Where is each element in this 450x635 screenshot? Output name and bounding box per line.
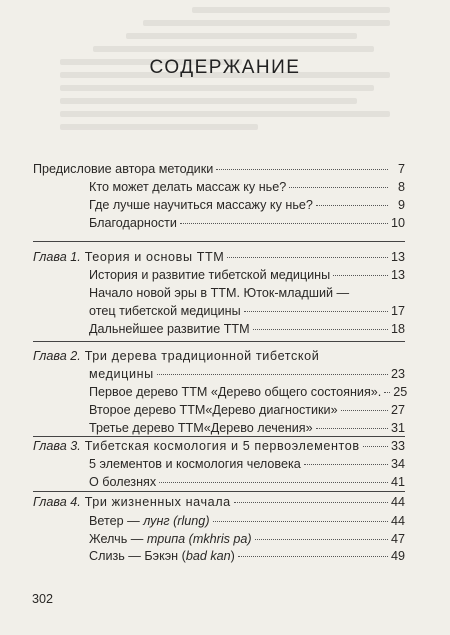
section-divider (33, 241, 405, 242)
toc-entry (89, 197, 405, 213)
chapter-label: Глава 1. (33, 250, 81, 264)
toc-entry (89, 384, 408, 400)
toc-entry-title: Где лучше научиться массажу ку нье? (89, 198, 313, 212)
toc-page: 49 (390, 549, 405, 563)
toc-page: 44 (390, 514, 405, 528)
toc-entry (89, 215, 405, 231)
dot-leader (384, 392, 390, 393)
dot-leader (304, 464, 388, 465)
toc-entry-term: лунг (rlung) (143, 514, 210, 528)
dot-leader (316, 205, 388, 206)
dot-leader (238, 556, 388, 557)
section-divider (33, 341, 405, 342)
chapter-label: Глава 3. (33, 439, 81, 453)
toc-page: 13 (390, 268, 405, 282)
chapter-label: Глава 4. (33, 495, 81, 509)
toc-entry-title: Дальнейшее развитие ТТМ (89, 322, 250, 336)
toc-entry-term: трипа (mkhris pa) (146, 532, 252, 546)
toc-entry-continuation (89, 366, 405, 382)
toc-chapter-entry (33, 438, 405, 454)
toc-entry (89, 456, 405, 472)
toc-page: 18 (390, 322, 405, 336)
dot-leader (255, 539, 388, 540)
dot-leader (333, 275, 388, 276)
toc-page: 7 (397, 162, 405, 176)
toc-entry (89, 474, 405, 490)
toc-page: 8 (397, 180, 405, 194)
toc-entry-term: bad kan (185, 549, 231, 563)
toc-entry-continuation (89, 303, 405, 319)
toc-entry-title: О болезнях (89, 475, 157, 489)
toc-page: 41 (390, 475, 405, 489)
toc-entry (89, 420, 405, 436)
toc-entry-title: отец тибетской медицины (89, 304, 241, 318)
section-divider (33, 436, 405, 437)
toc-entry-title: 5 элементов и космология человека (89, 457, 301, 471)
toc-entry (89, 513, 405, 529)
toc-entry-title: Кто может делать массаж ку нье? (89, 180, 287, 194)
chapter-title: Три жизненных начала (84, 495, 231, 509)
toc-entry-title: Третье дерево ТТМ«Дерево лечения» (89, 421, 313, 435)
page-title: СОДЕРЖАНИЕ (149, 57, 301, 78)
dot-leader (227, 257, 388, 258)
toc-page: 13 (390, 250, 405, 264)
toc-page: 9 (397, 198, 405, 212)
toc-page: 10 (390, 216, 405, 230)
dot-leader (363, 446, 388, 447)
toc-page: 31 (390, 421, 405, 435)
toc-entry-title: Второе дерево ТТМ«Дерево диагностики» (89, 403, 338, 417)
toc-entry (89, 267, 405, 283)
toc-entry-suffix: ) (230, 549, 235, 563)
toc-page: 44 (390, 495, 405, 509)
toc-entry-title: Первое дерево ТТМ «Дерево общего состояния». (89, 385, 382, 399)
dot-leader (234, 502, 388, 503)
chapter-title: Теория и основы ТТМ (84, 250, 225, 264)
dot-leader (253, 329, 388, 330)
chapter-title-continued: медицины (89, 367, 154, 381)
dot-leader (213, 521, 388, 522)
dot-leader (316, 428, 388, 429)
toc-entry-title: Желчь — (89, 532, 147, 546)
toc-entry (89, 402, 405, 418)
toc-entry-title: Начало новой эры в ТТМ. Юток-младший — (89, 286, 350, 300)
dot-leader (289, 187, 388, 188)
toc-page: 27 (390, 403, 405, 417)
dot-leader (180, 223, 388, 224)
toc-entry-title: Ветер — (89, 514, 144, 528)
toc-entry-title: История и развитие тибетской медицины (89, 268, 331, 282)
section-divider (33, 491, 405, 492)
chapter-title: Тибетская космология и 5 первоэлементов (84, 439, 360, 453)
dot-leader (216, 169, 388, 170)
toc-page: 17 (390, 304, 405, 318)
toc-page: 33 (390, 439, 405, 453)
dot-leader (157, 374, 388, 375)
dot-leader (244, 311, 388, 312)
table-of-contents (33, 0, 408, 635)
toc-entry (33, 161, 405, 177)
chapter-label: Глава 2. (33, 349, 81, 363)
toc-entry (89, 321, 405, 337)
page-number: 302 (32, 592, 54, 606)
toc-page: 47 (390, 532, 405, 546)
toc-entry (89, 548, 405, 564)
toc-chapter-entry (33, 494, 405, 510)
dot-leader (159, 482, 388, 483)
toc-entry (89, 179, 405, 195)
toc-chapter-entry (33, 348, 405, 364)
toc-page: 25 (393, 385, 408, 399)
toc-page: 23 (390, 367, 405, 381)
chapter-title: Три дерева традиционной тибетской (84, 349, 320, 363)
toc-page: 34 (390, 457, 405, 471)
toc-entry (89, 531, 405, 547)
toc-entry-title: Слизь — Бэкэн ( (89, 549, 186, 563)
toc-entry (89, 285, 405, 301)
toc-entry-title: Благодарности (89, 216, 177, 230)
dot-leader (341, 410, 388, 411)
toc-entry-title: Предисловие автора методики (33, 162, 214, 176)
toc-chapter-entry (33, 249, 405, 265)
